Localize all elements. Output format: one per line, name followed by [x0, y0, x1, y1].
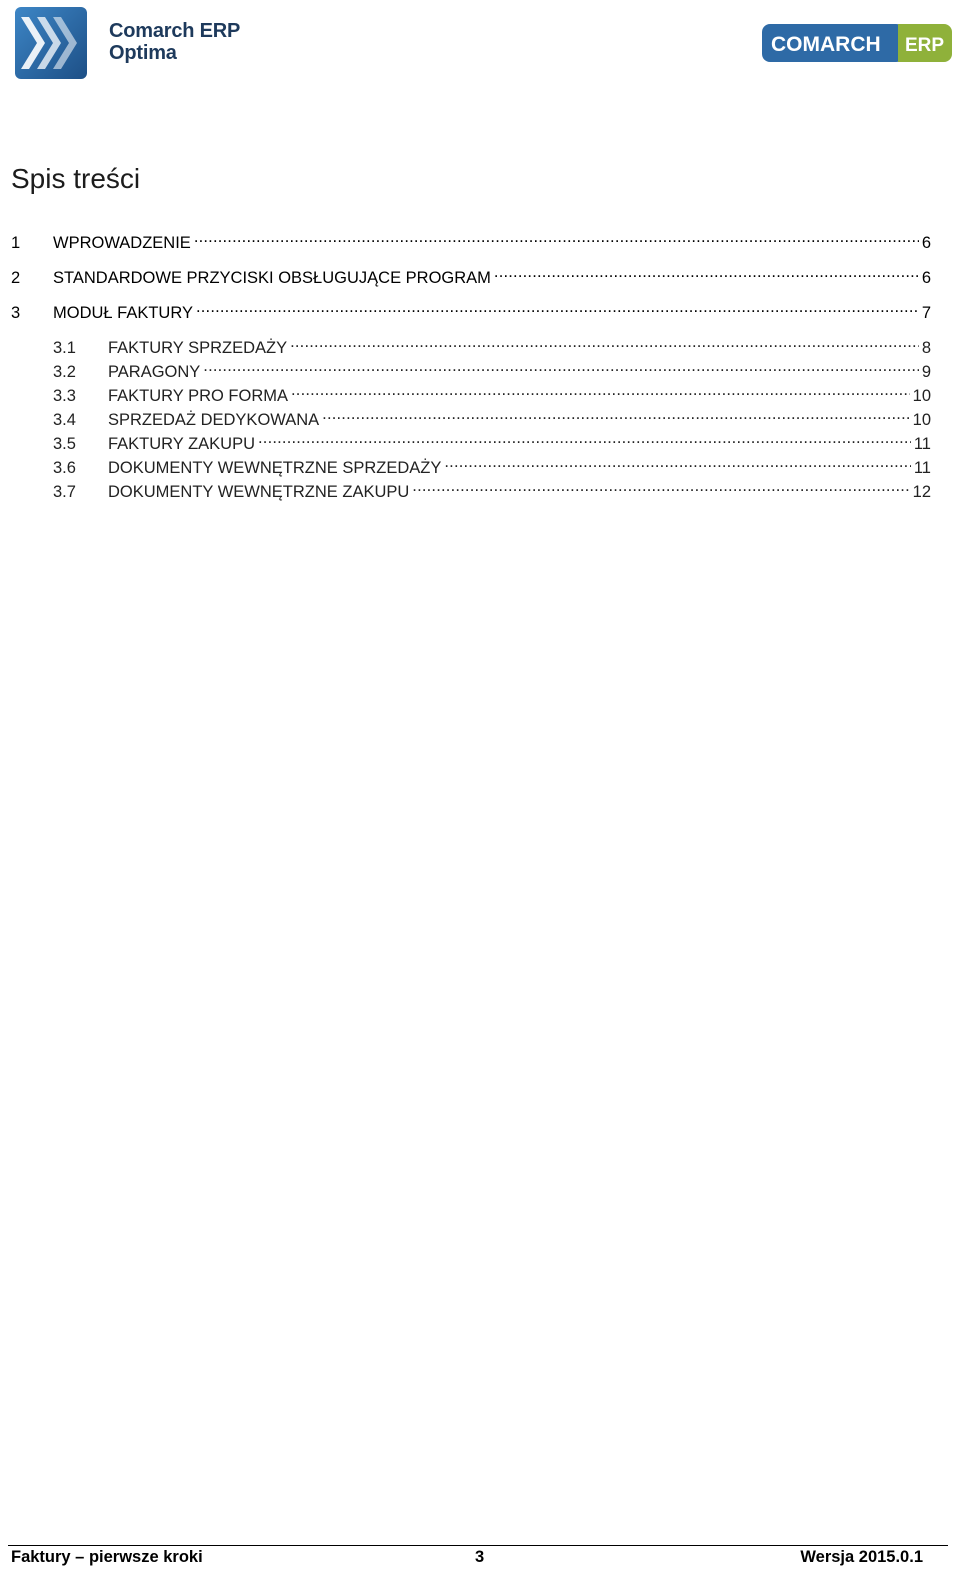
toc-subentry[interactable] [11, 427, 931, 451]
toc-entry[interactable] [11, 296, 931, 331]
toc-entry-number: 1 [11, 234, 21, 252]
toc-leader-dots [290, 331, 919, 353]
comarch-logo-erp: ERP [905, 35, 945, 56]
toc-subentry[interactable] [11, 355, 931, 379]
table-of-contents [11, 226, 931, 499]
toc-entry-title: PARAGONY [108, 363, 201, 381]
toc-entry-page: 6 [921, 234, 931, 252]
toc-leader-dots [444, 451, 910, 473]
toc-leader-dots [412, 475, 909, 497]
comarch-logo-text: COMARCH [771, 33, 881, 56]
toc-title: Spis treści [11, 163, 141, 194]
toc-subentry[interactable] [11, 451, 931, 475]
toc-entry-title: FAKTURY SPRZEDAŻY [108, 339, 288, 357]
comarch-erp-logo [762, 24, 952, 62]
toc-entry-number: 2 [11, 269, 21, 287]
toc-entry-number: 3 [11, 304, 21, 322]
toc-entry-title: DOKUMENTY WEWNĘTRZNE ZAKUPU [108, 483, 410, 501]
toc-subentry[interactable] [11, 403, 931, 427]
toc-entry-title: DOKUMENTY WEWNĘTRZNE SPRZEDAŻY [108, 459, 442, 477]
footer-document-title: Faktury – pierwsze kroki [11, 1548, 203, 1566]
toc-leader-dots [258, 427, 911, 449]
toc-entry-number: 3.5 [53, 435, 76, 453]
footer-version: Wersja 2015.0.1 [800, 1548, 923, 1566]
toc-entry-page: 9 [921, 363, 931, 381]
toc-leader-dots [494, 261, 919, 283]
toc-entry-page: 8 [921, 339, 931, 357]
toc-entry-title: FAKTURY PRO FORMA [108, 387, 289, 405]
toc-entry-page: 10 [912, 411, 931, 429]
product-name-line1: Comarch ERP [109, 20, 241, 42]
toc-entry-title: WPROWADZENIE [53, 234, 191, 252]
toc-entry-number: 3.1 [53, 339, 76, 357]
toc-subentry[interactable] [11, 379, 931, 403]
product-name-line2: Optima [109, 42, 177, 64]
toc-subentry[interactable] [11, 475, 931, 499]
optima-wordmark [109, 20, 240, 64]
toc-entry-page: 7 [921, 304, 931, 322]
toc-leader-dots [196, 296, 919, 318]
toc-entry-number: 3.2 [53, 363, 76, 381]
optima-logo [15, 7, 255, 79]
toc-leader-dots [291, 379, 910, 401]
toc-entry-number: 3.7 [53, 483, 76, 501]
footer-page-number: 3 [475, 1548, 485, 1566]
toc-entry-number: 3.6 [53, 459, 76, 477]
toc-leader-dots [194, 226, 919, 248]
toc-entry[interactable] [11, 226, 931, 261]
toc-entry-number: 3.4 [53, 411, 76, 429]
toc-entry-page: 12 [912, 483, 931, 501]
toc-entry-page: 11 [913, 459, 931, 477]
toc-entry-page: 11 [913, 435, 931, 453]
page-footer [11, 1546, 923, 1570]
toc-entry-page: 6 [921, 269, 931, 287]
toc-leader-dots [322, 403, 909, 425]
toc-subentry[interactable] [11, 331, 931, 355]
toc-entry-title: MODUŁ FAKTURY [53, 304, 193, 322]
toc-entry-title: STANDARDOWE PRZYCISKI OBSŁUGUJĄCE PROGRAM [53, 269, 491, 287]
toc-entry-number: 3.3 [53, 387, 76, 405]
toc-entry[interactable] [11, 261, 931, 296]
toc-leader-dots [203, 355, 919, 377]
toc-entry-title: SPRZEDAŻ DEDYKOWANA [108, 411, 320, 429]
optima-logo-icon [15, 7, 87, 79]
toc-entry-title: FAKTURY ZAKUPU [108, 435, 256, 453]
toc-entry-page: 10 [912, 387, 931, 405]
